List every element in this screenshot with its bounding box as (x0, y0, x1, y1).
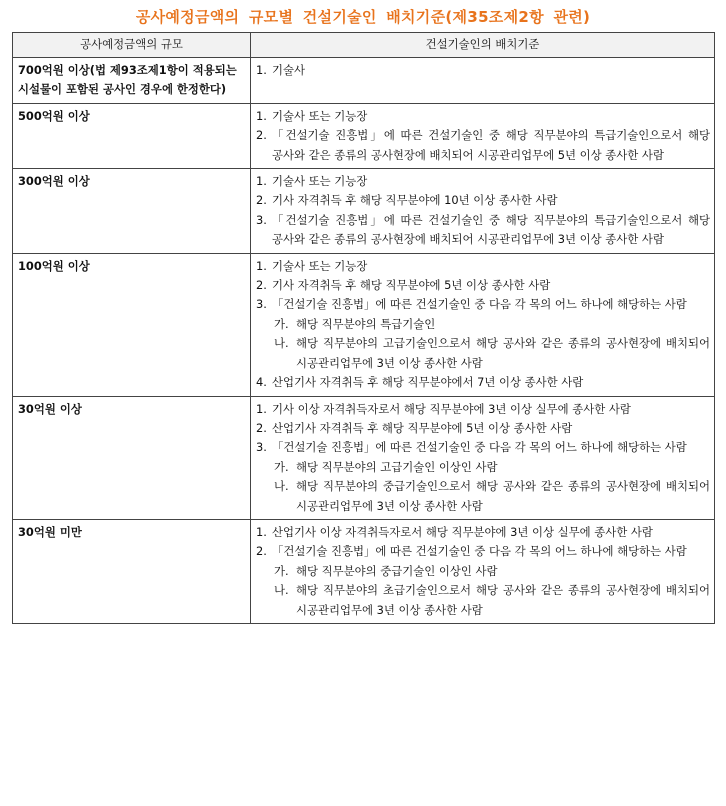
item-text: 산업기사 자격취득 후 해당 직무분야에서 7년 이상 종사한 사람 (272, 375, 584, 390)
item-number: 2. (256, 544, 267, 559)
item-number: 1. (256, 524, 267, 539)
scale-cell: 30억원 이상 (13, 396, 251, 519)
criteria-item (256, 191, 710, 210)
item-number: 3. (256, 297, 267, 312)
table-row (13, 58, 715, 104)
item-number: 2. (256, 128, 267, 143)
scale-cell: 30억원 미만 (13, 519, 251, 623)
item-text: 「건설기술 진흥법」에 따른 건설기술인 중 다음 각 목의 어느 하나에 해당하는 사람 (272, 440, 687, 455)
item-number: 1. (256, 108, 267, 123)
criteria-subitem (256, 477, 710, 516)
scale-cell: 100억원 이상 (13, 253, 251, 396)
table-body (13, 58, 715, 624)
subitem-text: 해당 직무분야의 중급기술인으로서 해당 공사와 같은 종류의 공사현장에 배치되어 시공관리업무에 3년 이상 종사한 사람 (296, 479, 710, 513)
criteria-table (12, 32, 715, 624)
subitem-mark: 가. (274, 459, 289, 474)
item-number: 1. (256, 174, 267, 189)
criteria-cell (251, 169, 715, 254)
item-number: 2. (256, 420, 267, 435)
subitem-text: 해당 직무분야의 중급기술인 이상인 사람 (296, 563, 498, 578)
criteria-item (256, 373, 710, 392)
subitem-text: 해당 직무분야의 고급기술인으로서 해당 공사와 같은 종류의 공사현장에 배치되어 시공관리업무에 3년 이상 종사한 사람 (296, 336, 710, 370)
item-number: 3. (256, 440, 267, 455)
subitem-mark: 가. (274, 563, 289, 578)
subitem-mark: 나. (274, 479, 289, 494)
criteria-cell (251, 519, 715, 623)
item-text: 「건설기술 진흥법」에 따른 건설기술인 중 다음 각 목의 어느 하나에 해당하는 사람 (272, 297, 687, 312)
document-title: 공사예정금액의 규모별 건설기술인 배치기준(제35조제2항 관련) (135, 8, 591, 26)
header-scale: 공사예정금액의 규모 (13, 33, 251, 58)
subitem-text: 해당 직무분야의 고급기술인 이상인 사람 (296, 459, 498, 474)
item-number: 2. (256, 193, 267, 208)
item-text: 기술사 또는 기능장 (272, 258, 368, 273)
table-row (13, 396, 715, 519)
header-criteria: 건설기술인의 배치기준 (251, 33, 715, 58)
table-row (13, 103, 715, 168)
criteria-item (256, 172, 710, 191)
criteria-cell (251, 103, 715, 168)
item-number: 1. (256, 258, 267, 273)
criteria-item (256, 61, 710, 80)
item-text: 기사 자격취득 후 해당 직무분야에 5년 이상 종사한 사람 (272, 278, 551, 293)
criteria-item (256, 276, 710, 295)
criteria-item (256, 400, 710, 419)
item-text: 산업기사 이상 자격취득자로서 해당 직무분야에 3년 이상 실무에 종사한 사람 (272, 524, 653, 539)
criteria-subitem (256, 581, 710, 620)
table-row (13, 169, 715, 254)
item-text: 「건설기술 진흥법」에 따른 건설기술인 중 해당 직무분야의 특급기술인으로서 해당 공사와 같은 종류의 공사현장에 배치되어 시공관리업무에 5년 이상 종사한 사람 (272, 128, 710, 162)
subitem-mark: 나. (274, 336, 289, 351)
item-number: 2. (256, 278, 267, 293)
scale-cell: 300억원 이상 (13, 169, 251, 254)
table-row (13, 253, 715, 396)
item-number: 1. (256, 401, 267, 416)
item-text: 기사 이상 자격취득자로서 해당 직무분야에 3년 이상 실무에 종사한 사람 (272, 401, 631, 416)
criteria-subitem (256, 334, 710, 373)
criteria-cell (251, 58, 715, 104)
item-number: 4. (256, 375, 267, 390)
criteria-cell (251, 253, 715, 396)
criteria-item (256, 126, 710, 165)
item-number: 3. (256, 212, 267, 227)
subitem-mark: 나. (274, 583, 289, 598)
criteria-item (256, 438, 710, 457)
criteria-subitem (256, 458, 710, 477)
scale-cell: 700억원 이상(법 제93조제1항이 적용되는 시설물이 포함된 공사인 경우에 한정한다) (13, 58, 251, 104)
criteria-item (256, 257, 710, 276)
table-row (13, 519, 715, 623)
criteria-item (256, 419, 710, 438)
scale-cell: 500억원 이상 (13, 103, 251, 168)
criteria-subitem (256, 315, 710, 334)
criteria-item (256, 211, 710, 250)
item-text: 기사 자격취득 후 해당 직무분야에 10년 이상 종사한 사람 (272, 193, 558, 208)
item-text: 기술사 또는 기능장 (272, 108, 368, 123)
criteria-item (256, 523, 710, 542)
item-text: 「건설기술 진흥법」에 따른 건설기술인 중 해당 직무분야의 특급기술인으로서 해당 공사와 같은 종류의 공사현장에 배치되어 시공관리업무에 3년 이상 종사한 사람 (272, 212, 710, 247)
subitem-text: 해당 직무분야의 특급기술인 (296, 316, 436, 331)
item-text: 산업기사 자격취득 후 해당 직무분야에 5년 이상 종사한 사람 (272, 420, 573, 435)
item-text: 「건설기술 진흥법」에 따른 건설기술인 중 다음 각 목의 어느 하나에 해당하는 사람 (272, 544, 687, 559)
item-text: 기술사 또는 기능장 (272, 174, 368, 189)
criteria-subitem (256, 562, 710, 581)
criteria-item (256, 107, 710, 126)
subitem-mark: 가. (274, 316, 289, 331)
item-text: 기술사 (272, 63, 306, 77)
criteria-cell (251, 396, 715, 519)
criteria-item (256, 542, 710, 561)
item-number: 1. (256, 63, 267, 77)
subitem-text: 해당 직무분야의 초급기술인으로서 해당 공사와 같은 종류의 공사현장에 배치되어 시공관리업무에 3년 이상 종사한 사람 (296, 583, 710, 617)
table-header-row (13, 33, 715, 58)
criteria-item (256, 295, 710, 314)
